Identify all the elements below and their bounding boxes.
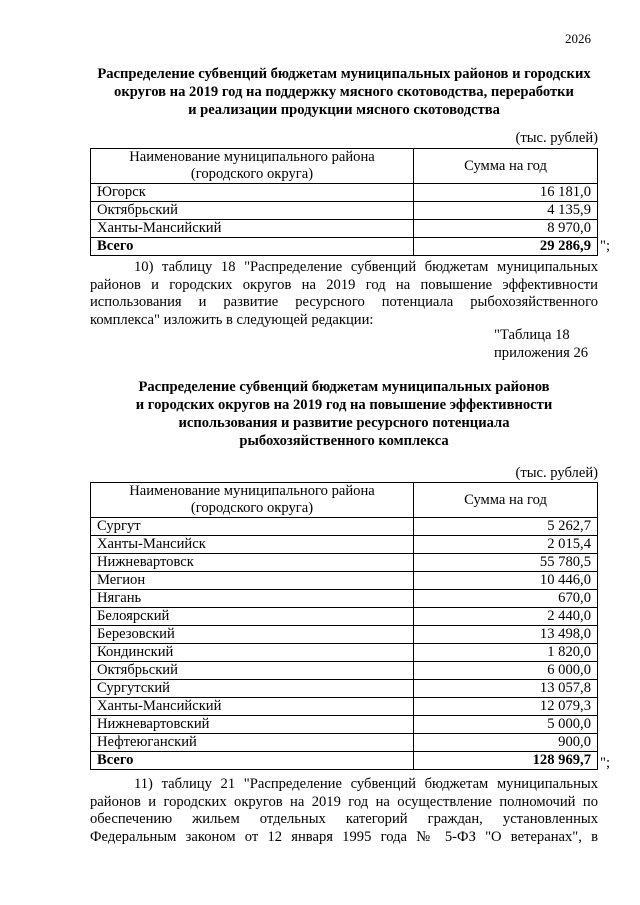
table1-title: Распределение субвенций бюджетам муниципальных районов и городских округов на 2019 год на поддержку мясного скотоводства, переработки и реализации продукции мясного скотоводства xyxy=(97,66,591,118)
header-name: Наименование муниципального района (городского округа) xyxy=(91,149,414,184)
page-number: 2026 xyxy=(565,31,591,46)
table-row: Нижневартовский 5 000,0 xyxy=(91,716,598,734)
table-row: Октябрьский 6 000,0 xyxy=(91,662,598,680)
table-row: Югорск 16 181,0 xyxy=(91,184,598,202)
header-sum: Сумма на год xyxy=(414,483,598,518)
table-row: Нягань 670,0 xyxy=(91,590,598,608)
table-row: Сургутский 13 057,8 xyxy=(91,680,598,698)
table-row: Нижневартовск 55 780,5 xyxy=(91,554,598,572)
table2-unit: (тыс. рублей) xyxy=(515,465,598,481)
table2 xyxy=(90,482,598,770)
table-row: Мегион 10 446,0 xyxy=(91,572,598,590)
table-row: Сургут 5 262,7 xyxy=(91,518,598,536)
header-name: Наименование муниципального района (городского округа) xyxy=(91,483,414,518)
paragraph-11: 11) таблицу 21 "Распределение субвенций бюджетам муниципальных районов и городских округов на 2019 год на осуществление полномочий по обеспечению жильем отдельных категорий граждан, установленных Федеральным законом от 12 января 1995 года № 5-ФЗ "О ветеранах", в xyxy=(90,776,598,845)
table-row: Ханты-Мансийский 12 079,3 xyxy=(91,698,598,716)
table-header-row xyxy=(91,483,598,518)
table1-closing: "; xyxy=(600,238,611,254)
table-row: Ханты-Мансийск 2 015,4 xyxy=(91,536,598,554)
header-sum: Сумма на год xyxy=(414,149,598,184)
table-row: Октябрьский 4 135,9 xyxy=(91,202,598,220)
table-header-row xyxy=(91,149,598,184)
table2-title: Распределение субвенций бюджетам муниципальных районов и городских округов на 2019 год на повышение эффективности использования и развитие ресурсного потенциала рыбохозяйственного комплекса xyxy=(135,379,553,449)
total-row: Всего 29 286,9 xyxy=(91,238,598,256)
table-row: Кондинский 1 820,0 xyxy=(91,644,598,662)
table-row: Нефтеюганский 900,0 xyxy=(91,734,598,752)
paragraph-10: 10) таблицу 18 "Распределение субвенций бюджетам муниципальных районов и городских округов на 2019 год на повышение эффективности использования и развитие ресурсного потенциала рыбохозяйственного комплекса" изложить в следующей редакции: xyxy=(90,259,598,328)
table-row: Ханты-Мансийский 8 970,0 xyxy=(91,220,598,238)
total-row: Всего 128 969,7 xyxy=(91,752,598,770)
table2-note: "Таблица 18 приложения 26 xyxy=(494,327,589,361)
table1 xyxy=(90,148,598,256)
table-row: Березовский 13 498,0 xyxy=(91,626,598,644)
table-row: Белоярский 2 440,0 xyxy=(91,608,598,626)
table1-unit: (тыс. рублей) xyxy=(515,130,598,146)
table2-closing: "; xyxy=(600,755,611,771)
